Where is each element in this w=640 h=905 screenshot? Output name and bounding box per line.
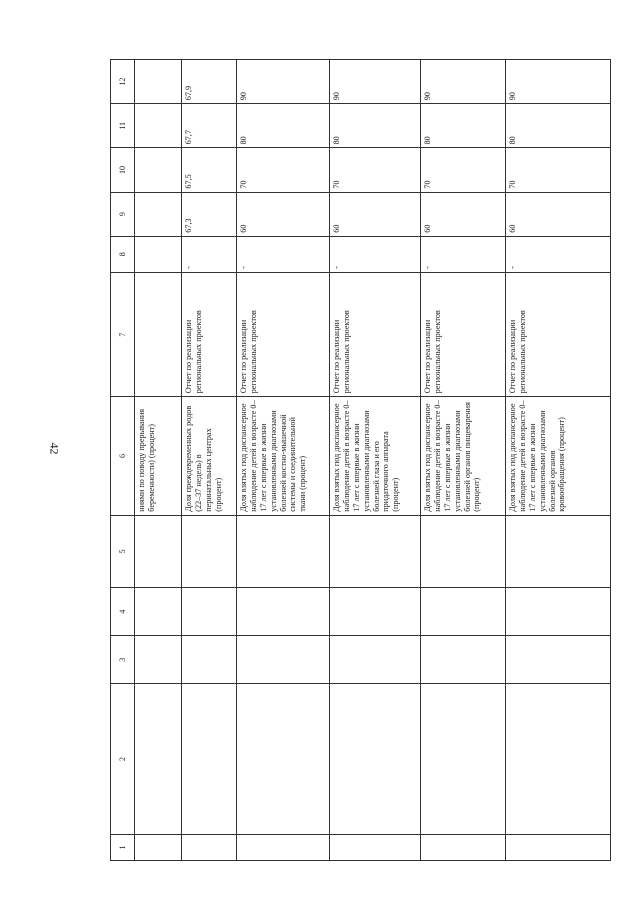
table-cell-c1 [182, 834, 237, 860]
table-cell-c5 [421, 515, 506, 587]
column-number: 12 [111, 60, 135, 104]
column-number: 10 [111, 148, 135, 192]
table-cell-c1 [237, 834, 330, 860]
table-cell-c4 [135, 588, 182, 636]
table-cell-c10: 70 [506, 148, 611, 192]
table-cell-c11: 80 [237, 104, 330, 148]
table-row [135, 60, 182, 861]
table-cell-c8 [135, 236, 182, 272]
table-row [330, 60, 421, 861]
table-row [182, 60, 237, 861]
column-number: 11 [111, 104, 135, 148]
table-cell-c9: 60 [421, 192, 506, 236]
table-cell-c10 [135, 148, 182, 192]
table-cell-c7: Отчет по реализации региональных проектов [182, 272, 237, 396]
table-cell-c3 [506, 636, 611, 684]
table-cell-c9: 67,3 [182, 192, 237, 236]
table-cell-c4 [237, 588, 330, 636]
table-cell-c8: - [182, 236, 237, 272]
table-cell-c10: 67,5 [182, 148, 237, 192]
table-cell-c1 [421, 834, 506, 860]
table-cell-c11: 80 [421, 104, 506, 148]
table-row [421, 60, 506, 861]
table-cell-c10: 70 [421, 148, 506, 192]
table-cell-c3 [135, 636, 182, 684]
table-row [237, 60, 330, 861]
table-cell-c7: Отчет по реализации региональных проектов [506, 272, 611, 396]
table-cell-c12: 67,9 [182, 60, 237, 104]
table-cell-c11: 80 [330, 104, 421, 148]
column-number: 9 [111, 192, 135, 236]
table-cell-c7: Отчет по реализации региональных проектов [421, 272, 506, 396]
table-cell-c4 [421, 588, 506, 636]
table-cell-c3 [237, 636, 330, 684]
table-cell-c4 [330, 588, 421, 636]
column-number: 2 [111, 684, 135, 835]
table-cell-c6: ниями по поводу прерывания беременности) (процент) [135, 397, 182, 515]
column-number: 8 [111, 236, 135, 272]
table-cell-c9: 60 [237, 192, 330, 236]
table-cell-c10: 70 [237, 148, 330, 192]
table-cell-c5 [237, 515, 330, 587]
column-number: 3 [111, 636, 135, 684]
table-container [110, 59, 600, 861]
table-cell-c2 [421, 684, 506, 835]
table-cell-c1 [506, 834, 611, 860]
table-cell-c6: Доля взятых под диспансерное наблюдение детей в возрасте 0–17 лет с впервые в жизни установленными диагнозами болезней глаза и его придаточного аппарата (процент) [330, 397, 421, 515]
table-cell-c8: - [237, 236, 330, 272]
column-number: 7 [111, 272, 135, 396]
table-cell-c7: Отчет по реализации региональных проектов [330, 272, 421, 396]
table-cell-c11: 67,7 [182, 104, 237, 148]
table-cell-c5 [135, 515, 182, 587]
table-cell-c6: Доля преждевременных родов (22–37 недель) в перинатальных центрах (процент) [182, 397, 237, 515]
table-cell-c12: 90 [506, 60, 611, 104]
table-cell-c4 [506, 588, 611, 636]
table-cell-c2 [135, 684, 182, 835]
column-number: 1 [111, 834, 135, 860]
table-cell-c10: 70 [330, 148, 421, 192]
table-cell-c9: 60 [330, 192, 421, 236]
table-cell-c5 [330, 515, 421, 587]
table-cell-c12: 90 [237, 60, 330, 104]
table-cell-c4 [182, 588, 237, 636]
table-cell-c3 [330, 636, 421, 684]
column-number-row [111, 60, 135, 861]
column-number: 4 [111, 588, 135, 636]
table-cell-c12 [135, 60, 182, 104]
table-cell-c2 [237, 684, 330, 835]
table-row [506, 60, 611, 861]
table-cell-c8: - [421, 236, 506, 272]
table-cell-c7: Отчет по реализации региональных проектов [237, 272, 330, 396]
table-cell-c6: Доля взятых под диспансерное наблюдение детей в возрасте 0–17 лет с впервые в жизни установленными диагнозами болезней костно-мышечной системы и соединительной ткани (процент) [237, 397, 330, 515]
table-cell-c5 [506, 515, 611, 587]
column-number: 6 [111, 397, 135, 515]
table-cell-c11: 80 [506, 104, 611, 148]
page-number: 42 [47, 442, 62, 455]
column-number: 5 [111, 515, 135, 587]
table-cell-c12: 90 [330, 60, 421, 104]
table-cell-c11 [135, 104, 182, 148]
table-cell-c5 [182, 515, 237, 587]
table-cell-c3 [182, 636, 237, 684]
table-cell-c7 [135, 272, 182, 396]
table-cell-c12: 90 [421, 60, 506, 104]
table-cell-c8: - [506, 236, 611, 272]
table-cell-c6: Доля взятых под диспансерное наблюдение детей в возрасте 0–17 лет с впервые в жизни установленными диагнозами болезней органов пищеварения (процент) [421, 397, 506, 515]
table-cell-c2 [506, 684, 611, 835]
table-cell-c2 [330, 684, 421, 835]
table-cell-c2 [182, 684, 237, 835]
table-cell-c1 [330, 834, 421, 860]
table-cell-c1 [135, 834, 182, 860]
table-cell-c8: - [330, 236, 421, 272]
table-cell-c6: Доля взятых под диспансерное наблюдение детей в возрасте 0–17 лет с впервые в жизни установленными диагнозами болезней органов кровообращения (процент) [506, 397, 611, 515]
table-cell-c3 [421, 636, 506, 684]
table-cell-c9: 60 [506, 192, 611, 236]
indicators-table [110, 59, 611, 861]
table-cell-c9 [135, 192, 182, 236]
